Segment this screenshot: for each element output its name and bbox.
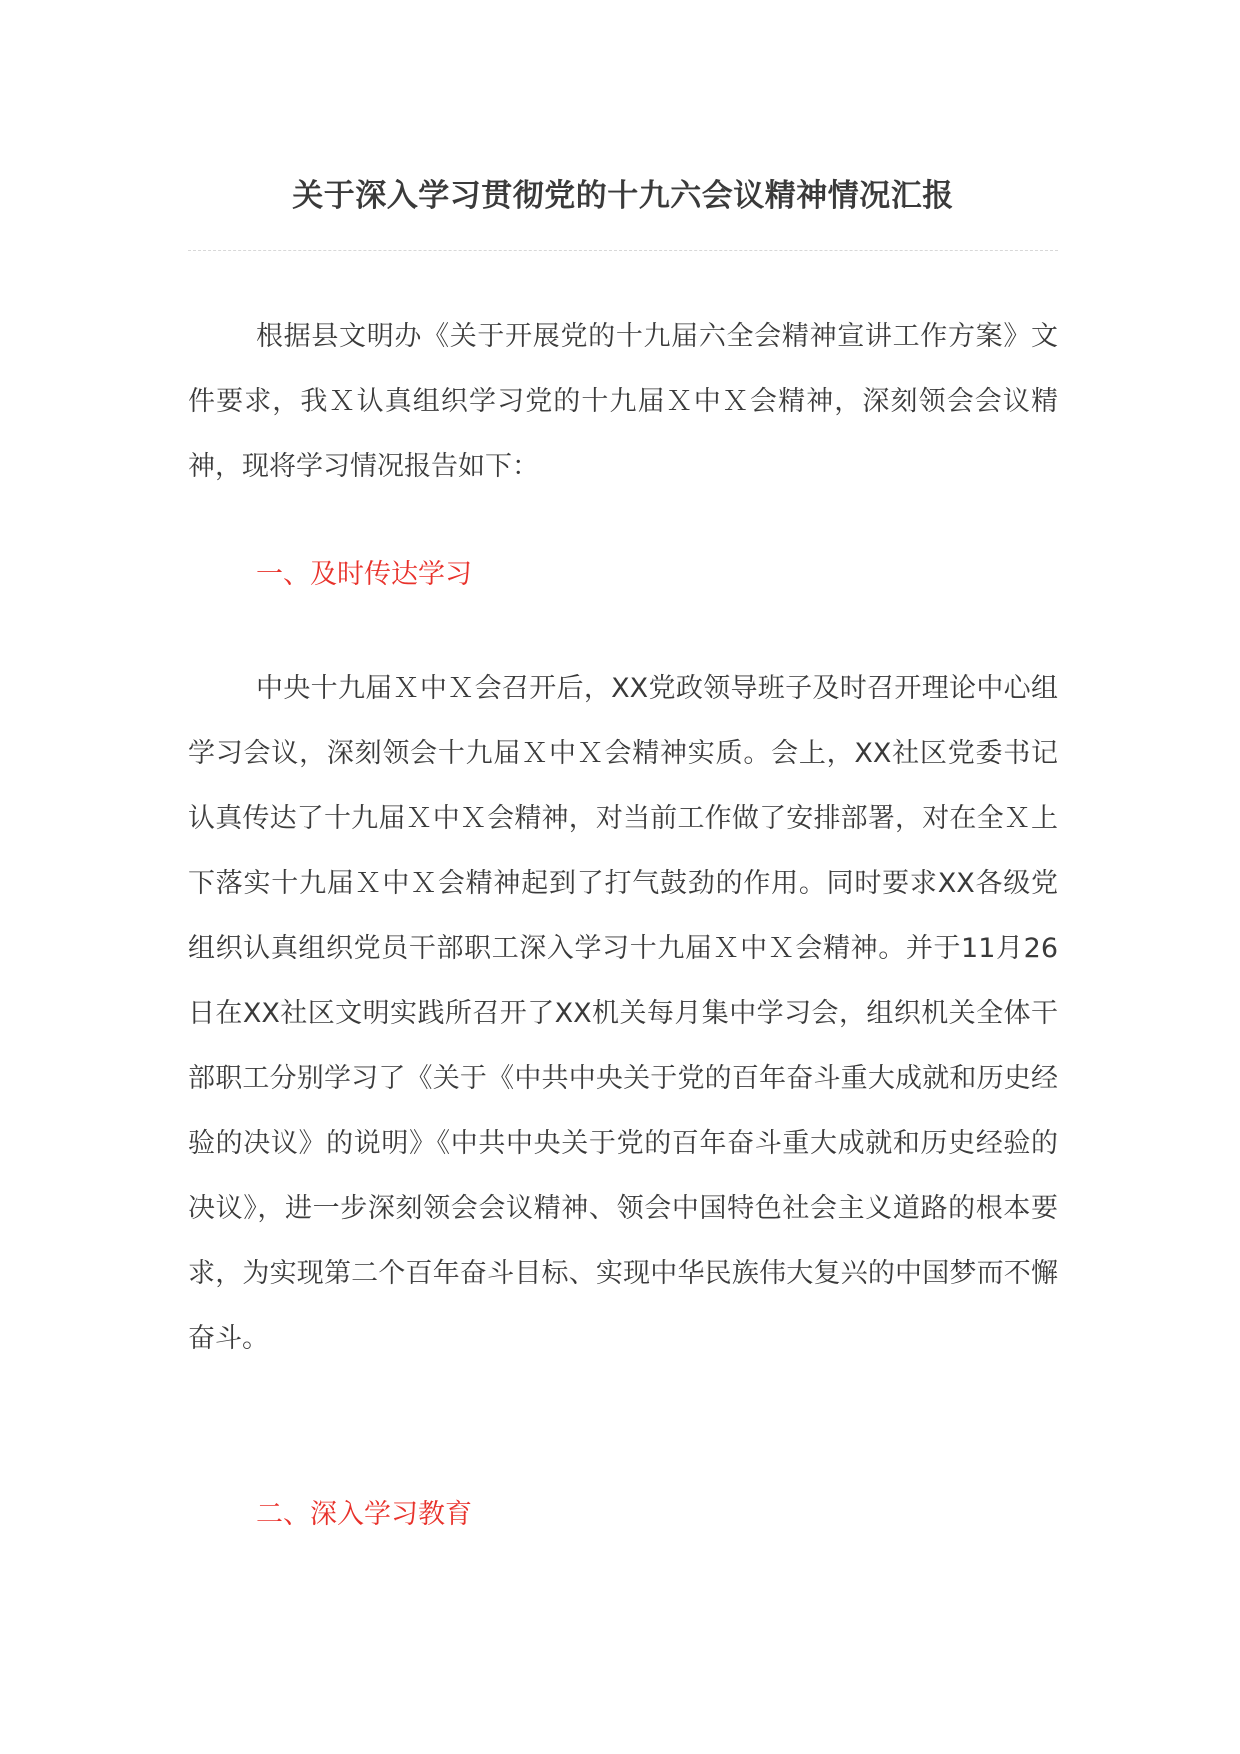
- intro-paragraph: 根据县文明办《关于开展党的十九届六全会精神宣讲工作方案》文件要求，我Ｘ认真组织学习党的十九届Ｘ中Ｘ会精神，深刻领会会议精神，现将学习情况报告如下：: [188, 321, 1058, 482]
- section-1-heading: 一、及时传达学习: [256, 559, 472, 590]
- section-1-paragraph: 中央十九届Ｘ中Ｘ会召开后，XX党政领导班子及时召开理论中心组学习会议，深刻领会十九届Ｘ中Ｘ会精神实质。会上，XX社区党委书记认真传达了十九届Ｘ中Ｘ会精神，对当前工作做了安排部署，对在全Ｘ上下落实十九届Ｘ中Ｘ会精神起到了打气鼓劲的作用。同时要求XX各级党组织认真组织党员干部职工深入学习十九届Ｘ中Ｘ会精神。并于11月26日在XX社区文明实践所召开了XX机关每月集中学习会，组织机关全体干部职工分别学习了《关于《中共中央关于党的百年奋斗重大成就和历史经验的决议》的说明》《中共中央关于党的百年奋斗重大成就和历史经验的决议》，进一步深刻领会会议精神、领会中国特色社会主义道路的根本要求，为实现第二个百年奋斗目标、实现中华民族伟大复兴的中国梦而不懈奋斗。: [188, 673, 1058, 1354]
- section-2-heading: 二、深入学习教育: [256, 1499, 472, 1530]
- title-divider: [188, 250, 1058, 251]
- document-title: 关于深入学习贯彻党的十九六会议精神情况汇报: [292, 178, 954, 214]
